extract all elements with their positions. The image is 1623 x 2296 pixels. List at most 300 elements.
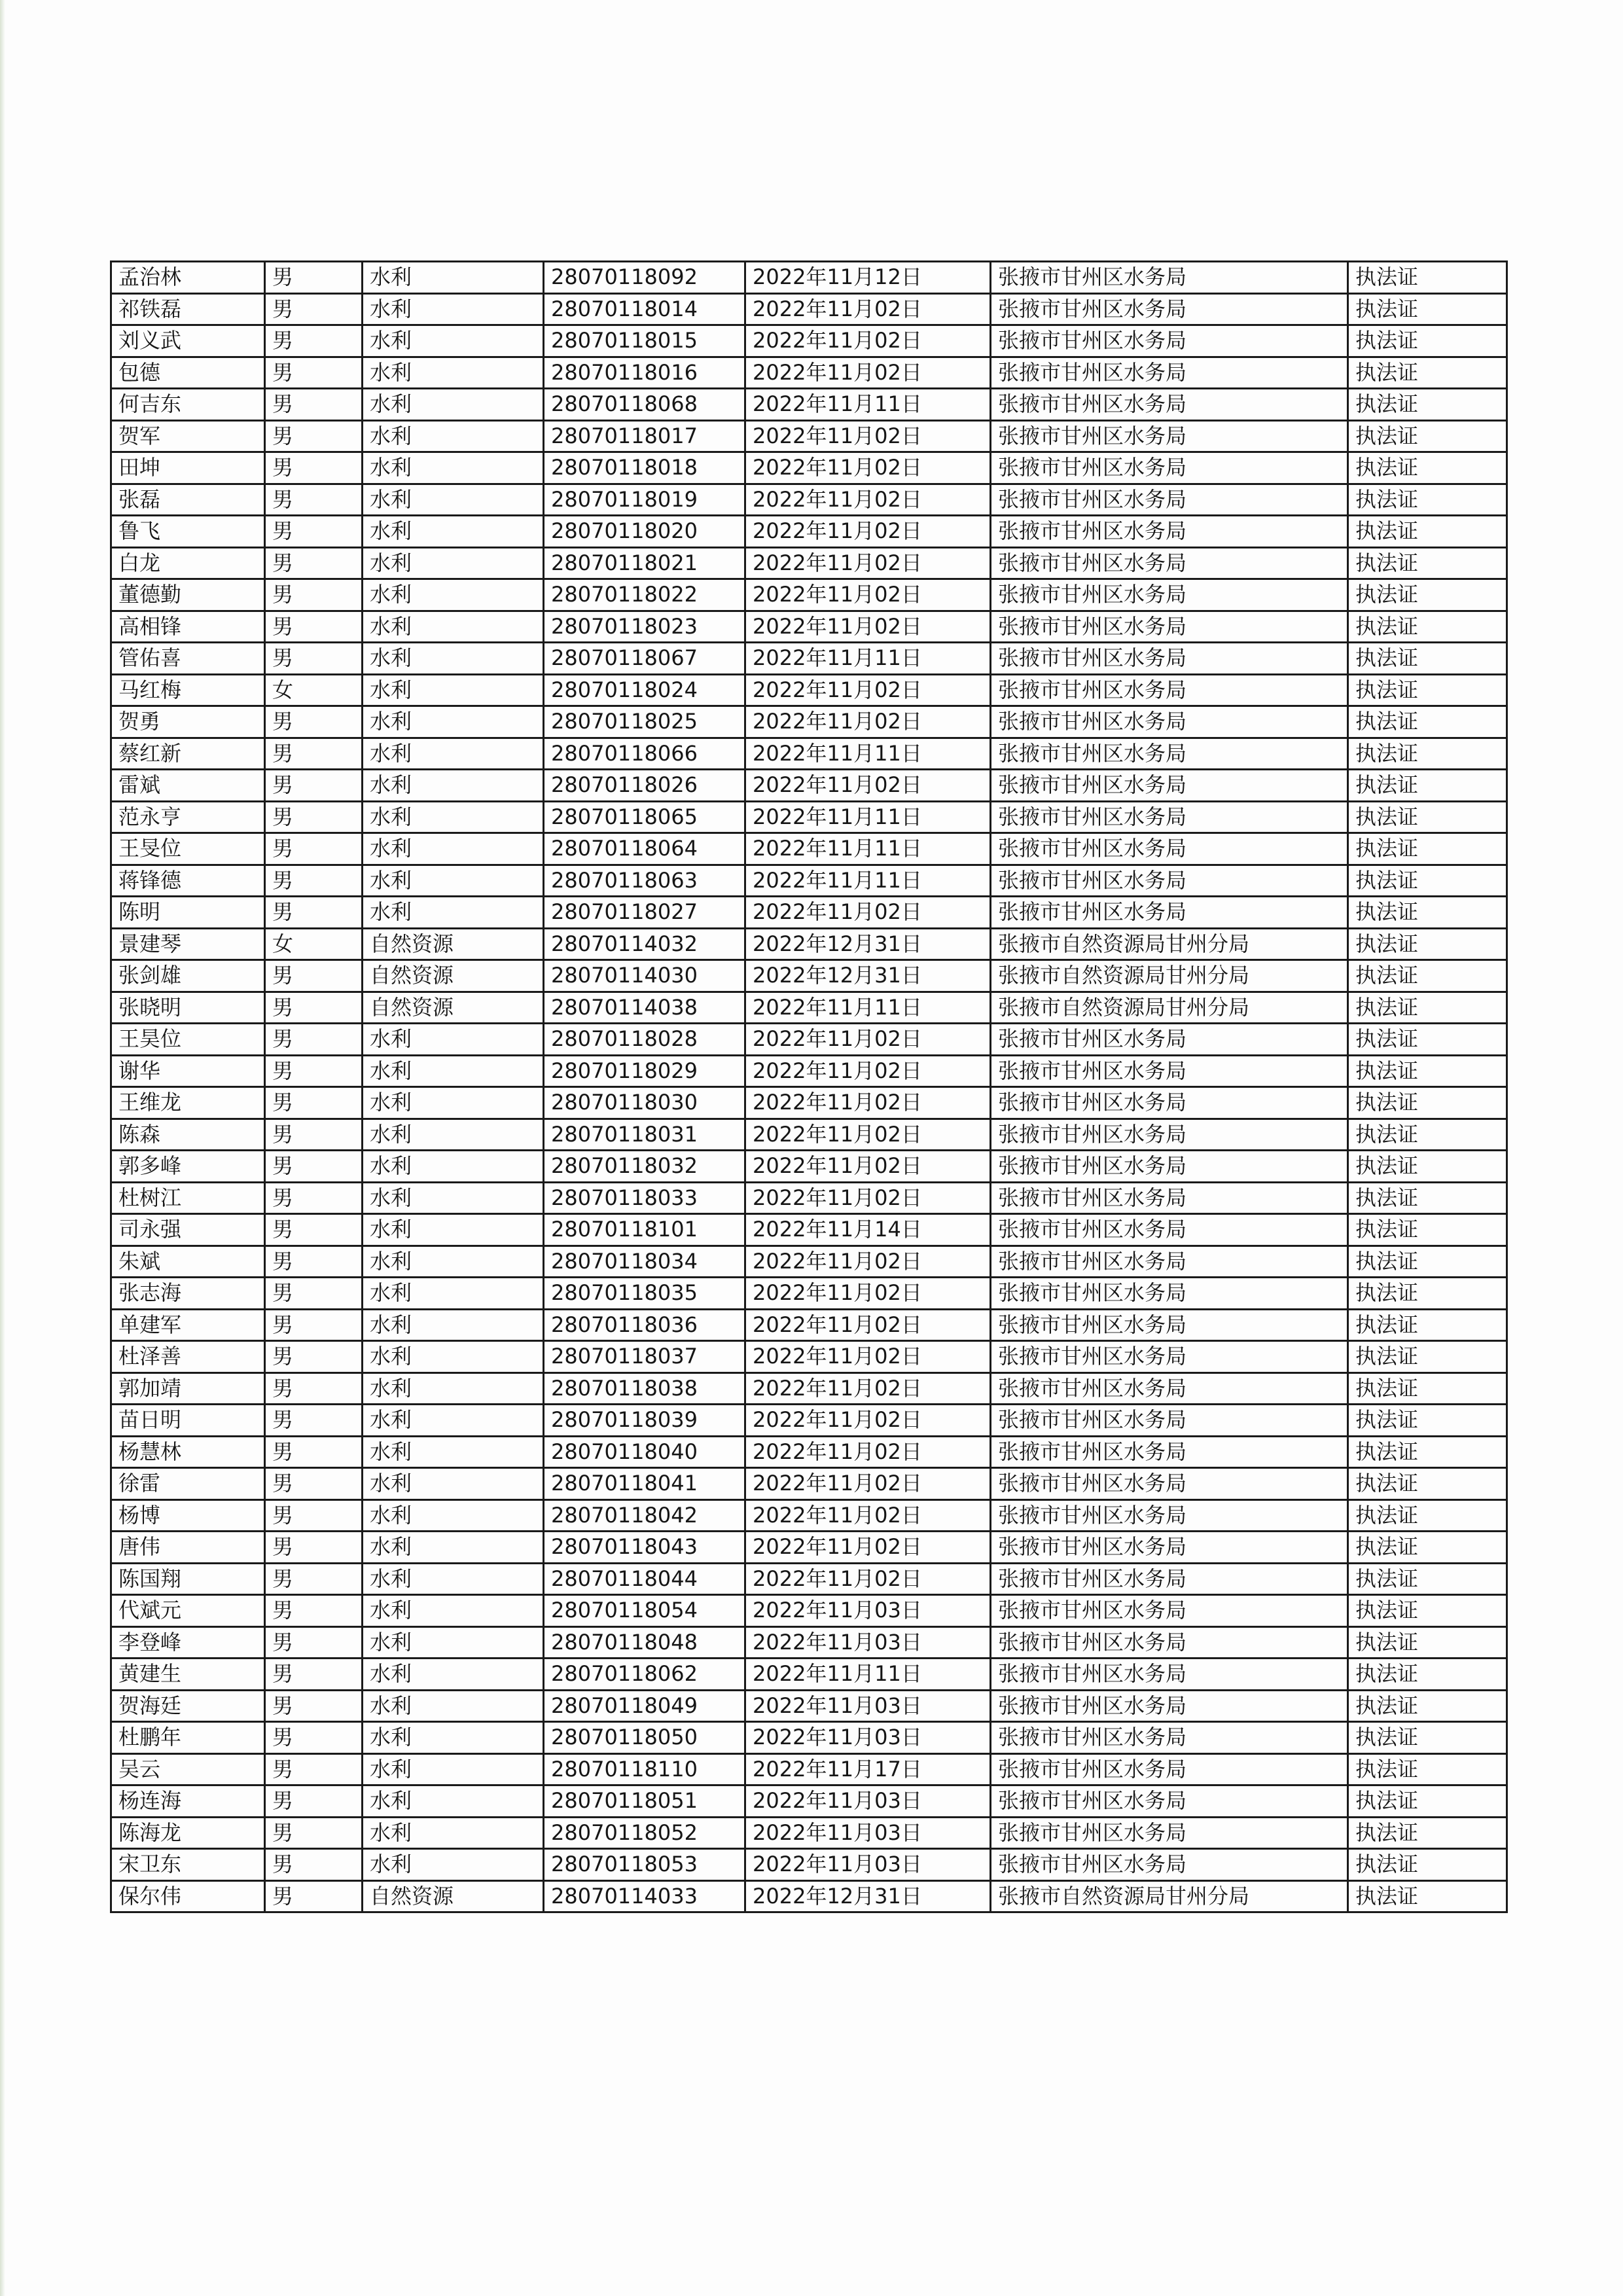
cert-type-cell: 执法证 (1348, 1214, 1507, 1246)
unit-cell: 张掖市甘州区水务局 (991, 1024, 1348, 1056)
name-cell: 杜树江 (111, 1182, 265, 1214)
name-cell: 田坤 (111, 452, 265, 484)
date-cell: 2022年12月31日 (745, 960, 991, 992)
unit-cell: 张掖市自然资源局甘州分局 (991, 1880, 1348, 1912)
cert-type-cell: 执法证 (1348, 770, 1507, 802)
name-cell: 宋卫东 (111, 1849, 265, 1881)
gender-cell: 男 (265, 420, 363, 452)
gender-cell: 女 (265, 674, 363, 706)
cert-type-cell: 执法证 (1348, 357, 1507, 389)
name-cell: 黄建生 (111, 1659, 265, 1691)
field-cell: 水利 (363, 1309, 544, 1341)
field-cell: 水利 (363, 833, 544, 865)
name-cell: 白龙 (111, 547, 265, 579)
cert-type-cell: 执法证 (1348, 1468, 1507, 1500)
date-cell: 2022年11月03日 (745, 1785, 991, 1818)
name-cell: 景建琴 (111, 928, 265, 960)
field-cell: 水利 (363, 801, 544, 833)
field-cell: 水利 (363, 1087, 544, 1119)
date-cell: 2022年11月03日 (745, 1626, 991, 1659)
table-row (111, 865, 1507, 897)
unit-cell: 张掖市甘州区水务局 (991, 547, 1348, 579)
cert-number-cell: 28070118024 (544, 674, 745, 706)
field-cell: 水利 (363, 1405, 544, 1437)
gender-cell: 男 (265, 801, 363, 833)
name-cell: 郭多峰 (111, 1151, 265, 1183)
gender-cell: 男 (265, 1849, 363, 1881)
date-cell: 2022年11月02日 (745, 770, 991, 802)
date-cell: 2022年12月31日 (745, 1880, 991, 1912)
gender-cell: 男 (265, 1880, 363, 1912)
name-cell: 保尔伟 (111, 1880, 265, 1912)
date-cell: 2022年11月02日 (745, 1087, 991, 1119)
gender-cell: 男 (265, 833, 363, 865)
table-row (111, 1309, 1507, 1341)
field-cell: 水利 (363, 1753, 544, 1785)
cert-number-cell: 28070118063 (544, 865, 745, 897)
date-cell: 2022年11月11日 (745, 865, 991, 897)
cert-number-cell: 28070118110 (544, 1753, 745, 1785)
cert-number-cell: 28070118033 (544, 1182, 745, 1214)
unit-cell: 张掖市甘州区水务局 (991, 897, 1348, 929)
date-cell: 2022年11月12日 (745, 262, 991, 294)
cert-number-cell: 28070118025 (544, 706, 745, 738)
cert-type-cell: 执法证 (1348, 1626, 1507, 1659)
unit-cell: 张掖市甘州区水务局 (991, 484, 1348, 516)
unit-cell: 张掖市甘州区水务局 (991, 833, 1348, 865)
table-row (111, 1087, 1507, 1119)
field-cell: 水利 (363, 1468, 544, 1500)
date-cell: 2022年11月02日 (745, 1405, 991, 1437)
cert-type-cell: 执法证 (1348, 960, 1507, 992)
field-cell: 水利 (363, 293, 544, 325)
unit-cell: 张掖市甘州区水务局 (991, 1182, 1348, 1214)
unit-cell: 张掖市甘州区水务局 (991, 1214, 1348, 1246)
gender-cell: 男 (265, 1309, 363, 1341)
date-cell: 2022年11月11日 (745, 801, 991, 833)
table-row (111, 325, 1507, 357)
gender-cell: 男 (265, 325, 363, 357)
table-row (111, 1436, 1507, 1468)
scan-edge-shadow (0, 0, 5, 2296)
field-cell: 水利 (363, 1278, 544, 1310)
date-cell: 2022年11月02日 (745, 897, 991, 929)
date-cell: 2022年11月02日 (745, 484, 991, 516)
table-row (111, 1405, 1507, 1437)
cert-type-cell: 执法证 (1348, 928, 1507, 960)
table-row (111, 833, 1507, 865)
cert-type-cell: 执法证 (1348, 1246, 1507, 1278)
name-cell: 包德 (111, 357, 265, 389)
date-cell: 2022年11月11日 (745, 643, 991, 675)
cert-type-cell: 执法证 (1348, 611, 1507, 643)
field-cell: 水利 (363, 897, 544, 929)
unit-cell: 张掖市甘州区水务局 (991, 1087, 1348, 1119)
cert-number-cell: 28070118051 (544, 1785, 745, 1818)
unit-cell: 张掖市甘州区水务局 (991, 1563, 1348, 1595)
table-row (111, 1785, 1507, 1818)
gender-cell: 男 (265, 262, 363, 294)
unit-cell: 张掖市甘州区水务局 (991, 420, 1348, 452)
table-row (111, 1595, 1507, 1627)
cert-number-cell: 28070118016 (544, 357, 745, 389)
gender-cell: 男 (265, 1182, 363, 1214)
table-row (111, 897, 1507, 929)
field-cell: 水利 (363, 1182, 544, 1214)
cert-type-cell: 执法证 (1348, 801, 1507, 833)
cert-type-cell: 执法证 (1348, 1880, 1507, 1912)
table-row (111, 611, 1507, 643)
field-cell: 水利 (363, 1595, 544, 1627)
unit-cell: 张掖市自然资源局甘州分局 (991, 992, 1348, 1024)
gender-cell: 男 (265, 706, 363, 738)
unit-cell: 张掖市甘州区水务局 (991, 611, 1348, 643)
name-cell: 唐伟 (111, 1532, 265, 1564)
gender-cell: 男 (265, 770, 363, 802)
cert-type-cell: 执法证 (1348, 1278, 1507, 1310)
field-cell: 水利 (363, 1690, 544, 1722)
cert-number-cell: 28070118022 (544, 579, 745, 611)
table-row (111, 579, 1507, 611)
name-cell: 苗日明 (111, 1405, 265, 1437)
table-row (111, 516, 1507, 548)
field-cell: 自然资源 (363, 928, 544, 960)
gender-cell: 男 (265, 452, 363, 484)
cert-number-cell: 28070114033 (544, 1880, 745, 1912)
gender-cell: 男 (265, 1341, 363, 1373)
name-cell: 吴云 (111, 1753, 265, 1785)
cert-number-cell: 28070118029 (544, 1055, 745, 1087)
name-cell: 祁铁磊 (111, 293, 265, 325)
field-cell: 水利 (363, 643, 544, 675)
unit-cell: 张掖市甘州区水务局 (991, 770, 1348, 802)
table-body (111, 262, 1507, 1912)
cert-type-cell: 执法证 (1348, 706, 1507, 738)
unit-cell: 张掖市甘州区水务局 (991, 389, 1348, 421)
cert-type-cell: 执法证 (1348, 579, 1507, 611)
gender-cell: 男 (265, 738, 363, 770)
cert-number-cell: 28070118039 (544, 1405, 745, 1437)
cert-number-cell: 28070118026 (544, 770, 745, 802)
table-row (111, 1182, 1507, 1214)
cert-type-cell: 执法证 (1348, 293, 1507, 325)
field-cell: 自然资源 (363, 992, 544, 1024)
table-row (111, 1499, 1507, 1532)
date-cell: 2022年11月02日 (745, 1024, 991, 1056)
field-cell: 水利 (363, 1119, 544, 1151)
table-row (111, 1849, 1507, 1881)
cert-type-cell: 执法证 (1348, 1405, 1507, 1437)
table-row (111, 452, 1507, 484)
table-row (111, 770, 1507, 802)
unit-cell: 张掖市甘州区水务局 (991, 1753, 1348, 1785)
unit-cell: 张掖市甘州区水务局 (991, 293, 1348, 325)
date-cell: 2022年11月02日 (745, 611, 991, 643)
table-row (111, 960, 1507, 992)
gender-cell: 男 (265, 1024, 363, 1056)
name-cell: 贺海廷 (111, 1690, 265, 1722)
cert-type-cell: 执法证 (1348, 1055, 1507, 1087)
date-cell: 2022年11月02日 (745, 579, 991, 611)
cert-type-cell: 执法证 (1348, 865, 1507, 897)
cert-type-cell: 执法证 (1348, 1722, 1507, 1754)
cert-type-cell: 执法证 (1348, 452, 1507, 484)
cert-type-cell: 执法证 (1348, 1309, 1507, 1341)
cert-number-cell: 28070118014 (544, 293, 745, 325)
gender-cell: 男 (265, 579, 363, 611)
gender-cell: 男 (265, 1532, 363, 1564)
field-cell: 水利 (363, 1246, 544, 1278)
unit-cell: 张掖市甘州区水务局 (991, 1341, 1348, 1373)
field-cell: 水利 (363, 547, 544, 579)
unit-cell: 张掖市甘州区水务局 (991, 262, 1348, 294)
date-cell: 2022年11月11日 (745, 738, 991, 770)
unit-cell: 张掖市甘州区水务局 (991, 325, 1348, 357)
cert-number-cell: 28070118038 (544, 1372, 745, 1405)
cert-type-cell: 执法证 (1348, 738, 1507, 770)
gender-cell: 男 (265, 547, 363, 579)
cert-type-cell: 执法证 (1348, 1372, 1507, 1405)
date-cell: 2022年11月14日 (745, 1214, 991, 1246)
name-cell: 张志海 (111, 1278, 265, 1310)
gender-cell: 男 (265, 1055, 363, 1087)
table-row (111, 547, 1507, 579)
date-cell: 2022年11月03日 (745, 1722, 991, 1754)
date-cell: 2022年11月03日 (745, 1595, 991, 1627)
gender-cell: 男 (265, 1659, 363, 1691)
cert-type-cell: 执法证 (1348, 1499, 1507, 1532)
gender-cell: 男 (265, 1436, 363, 1468)
field-cell: 水利 (363, 1499, 544, 1532)
date-cell: 2022年11月02日 (745, 452, 991, 484)
table-row (111, 1468, 1507, 1500)
cert-number-cell: 28070114032 (544, 928, 745, 960)
field-cell: 水利 (363, 1563, 544, 1595)
cert-number-cell: 28070118067 (544, 643, 745, 675)
name-cell: 徐雷 (111, 1468, 265, 1500)
name-cell: 朱斌 (111, 1246, 265, 1278)
gender-cell: 男 (265, 1214, 363, 1246)
name-cell: 张剑雄 (111, 960, 265, 992)
unit-cell: 张掖市甘州区水务局 (991, 1532, 1348, 1564)
unit-cell: 张掖市甘州区水务局 (991, 1722, 1348, 1754)
table-row (111, 1151, 1507, 1183)
name-cell: 马红梅 (111, 674, 265, 706)
gender-cell: 男 (265, 293, 363, 325)
date-cell: 2022年11月02日 (745, 547, 991, 579)
date-cell: 2022年11月02日 (745, 1151, 991, 1183)
date-cell: 2022年12月31日 (745, 928, 991, 960)
cert-number-cell: 28070118017 (544, 420, 745, 452)
gender-cell: 男 (265, 960, 363, 992)
unit-cell: 张掖市甘州区水务局 (991, 1405, 1348, 1437)
name-cell: 何吉东 (111, 389, 265, 421)
cert-number-cell: 28070118028 (544, 1024, 745, 1056)
gender-cell: 男 (265, 1499, 363, 1532)
gender-cell: 男 (265, 484, 363, 516)
gender-cell: 男 (265, 643, 363, 675)
unit-cell: 张掖市甘州区水务局 (991, 801, 1348, 833)
cert-type-cell: 执法证 (1348, 1182, 1507, 1214)
table-row (111, 1214, 1507, 1246)
unit-cell: 张掖市甘州区水务局 (991, 1278, 1348, 1310)
date-cell: 2022年11月02日 (745, 674, 991, 706)
cert-type-cell: 执法证 (1348, 420, 1507, 452)
unit-cell: 张掖市甘州区水务局 (991, 1659, 1348, 1691)
name-cell: 董德勤 (111, 579, 265, 611)
date-cell: 2022年11月02日 (745, 516, 991, 548)
date-cell: 2022年11月02日 (745, 1119, 991, 1151)
name-cell: 高相锋 (111, 611, 265, 643)
unit-cell: 张掖市甘州区水务局 (991, 865, 1348, 897)
date-cell: 2022年11月02日 (745, 357, 991, 389)
name-cell: 陈海龙 (111, 1817, 265, 1849)
gender-cell: 男 (265, 1817, 363, 1849)
table-row (111, 1341, 1507, 1373)
cert-number-cell: 28070118053 (544, 1849, 745, 1881)
cert-number-cell: 28070118015 (544, 325, 745, 357)
cert-number-cell: 28070118019 (544, 484, 745, 516)
cert-number-cell: 28070118041 (544, 1468, 745, 1500)
table-row (111, 293, 1507, 325)
cert-type-cell: 执法证 (1348, 325, 1507, 357)
gender-cell: 男 (265, 357, 363, 389)
name-cell: 代斌元 (111, 1595, 265, 1627)
cert-type-cell: 执法证 (1348, 484, 1507, 516)
date-cell: 2022年11月02日 (745, 1055, 991, 1087)
table-row (111, 674, 1507, 706)
table-row (111, 357, 1507, 389)
date-cell: 2022年11月11日 (745, 833, 991, 865)
cert-number-cell: 28070118066 (544, 738, 745, 770)
cert-number-cell: 28070118049 (544, 1690, 745, 1722)
field-cell: 水利 (363, 1436, 544, 1468)
cert-type-cell: 执法证 (1348, 1690, 1507, 1722)
field-cell: 水利 (363, 262, 544, 294)
table-row (111, 643, 1507, 675)
unit-cell: 张掖市甘州区水务局 (991, 1817, 1348, 1849)
cert-number-cell: 28070118048 (544, 1626, 745, 1659)
unit-cell: 张掖市自然资源局甘州分局 (991, 960, 1348, 992)
cert-type-cell: 执法证 (1348, 1087, 1507, 1119)
name-cell: 王维龙 (111, 1087, 265, 1119)
table-row (111, 1690, 1507, 1722)
cert-number-cell: 28070118052 (544, 1817, 745, 1849)
gender-cell: 男 (265, 1119, 363, 1151)
gender-cell: 男 (265, 389, 363, 421)
name-cell: 蒋锋德 (111, 865, 265, 897)
name-cell: 杜鹏年 (111, 1722, 265, 1754)
name-cell: 陈森 (111, 1119, 265, 1151)
date-cell: 2022年11月02日 (745, 1468, 991, 1500)
gender-cell: 男 (265, 1785, 363, 1818)
table-row (111, 992, 1507, 1024)
unit-cell: 张掖市甘州区水务局 (991, 1499, 1348, 1532)
cert-number-cell: 28070118054 (544, 1595, 745, 1627)
cert-type-cell: 执法证 (1348, 1595, 1507, 1627)
date-cell: 2022年11月03日 (745, 1849, 991, 1881)
cert-type-cell: 执法证 (1348, 833, 1507, 865)
cert-number-cell: 28070118042 (544, 1499, 745, 1532)
cert-type-cell: 执法证 (1348, 1849, 1507, 1881)
cert-type-cell: 执法证 (1348, 516, 1507, 548)
cert-number-cell: 28070118021 (544, 547, 745, 579)
cert-number-cell: 28070118065 (544, 801, 745, 833)
cert-type-cell: 执法证 (1348, 1563, 1507, 1595)
name-cell: 张磊 (111, 484, 265, 516)
cert-number-cell: 28070118043 (544, 1532, 745, 1564)
gender-cell: 男 (265, 516, 363, 548)
unit-cell: 张掖市甘州区水务局 (991, 674, 1348, 706)
cert-number-cell: 28070118036 (544, 1309, 745, 1341)
name-cell: 杨博 (111, 1499, 265, 1532)
field-cell: 水利 (363, 325, 544, 357)
table-row (111, 389, 1507, 421)
date-cell: 2022年11月11日 (745, 1659, 991, 1691)
unit-cell: 张掖市甘州区水务局 (991, 738, 1348, 770)
table-row (111, 1024, 1507, 1056)
date-cell: 2022年11月17日 (745, 1753, 991, 1785)
date-cell: 2022年11月11日 (745, 389, 991, 421)
cert-type-cell: 执法证 (1348, 897, 1507, 929)
cert-number-cell: 28070118050 (544, 1722, 745, 1754)
table-row (111, 1563, 1507, 1595)
cert-number-cell: 28070118044 (544, 1563, 745, 1595)
field-cell: 水利 (363, 1372, 544, 1405)
unit-cell: 张掖市甘州区水务局 (991, 1849, 1348, 1881)
gender-cell: 男 (265, 1722, 363, 1754)
name-cell: 李登峰 (111, 1626, 265, 1659)
cert-type-cell: 执法证 (1348, 1659, 1507, 1691)
field-cell: 水利 (363, 1785, 544, 1818)
cert-number-cell: 28070118027 (544, 897, 745, 929)
table-row (111, 1817, 1507, 1849)
unit-cell: 张掖市甘州区水务局 (991, 643, 1348, 675)
cert-number-cell: 28070118034 (544, 1246, 745, 1278)
field-cell: 水利 (363, 389, 544, 421)
date-cell: 2022年11月02日 (745, 293, 991, 325)
name-cell: 张晓明 (111, 992, 265, 1024)
gender-cell: 男 (265, 1753, 363, 1785)
table-row (111, 1246, 1507, 1278)
table-row (111, 1119, 1507, 1151)
cert-type-cell: 执法证 (1348, 1753, 1507, 1785)
date-cell: 2022年11月02日 (745, 706, 991, 738)
name-cell: 单建军 (111, 1309, 265, 1341)
cert-number-cell: 28070118092 (544, 262, 745, 294)
cert-number-cell: 28070118035 (544, 1278, 745, 1310)
name-cell: 王旻位 (111, 833, 265, 865)
gender-cell: 男 (265, 1563, 363, 1595)
field-cell: 水利 (363, 1532, 544, 1564)
unit-cell: 张掖市甘州区水务局 (991, 1119, 1348, 1151)
table-row (111, 1722, 1507, 1754)
cert-number-cell: 28070118062 (544, 1659, 745, 1691)
name-cell: 王昊位 (111, 1024, 265, 1056)
cert-type-cell: 执法证 (1348, 1341, 1507, 1373)
field-cell: 水利 (363, 357, 544, 389)
field-cell: 水利 (363, 1817, 544, 1849)
field-cell: 水利 (363, 484, 544, 516)
cert-number-cell: 28070118032 (544, 1151, 745, 1183)
gender-cell: 男 (265, 1278, 363, 1310)
table-row (111, 1532, 1507, 1564)
unit-cell: 张掖市甘州区水务局 (991, 1626, 1348, 1659)
name-cell: 郭加靖 (111, 1372, 265, 1405)
gender-cell: 男 (265, 1626, 363, 1659)
cert-type-cell: 执法证 (1348, 1532, 1507, 1564)
gender-cell: 男 (265, 1087, 363, 1119)
